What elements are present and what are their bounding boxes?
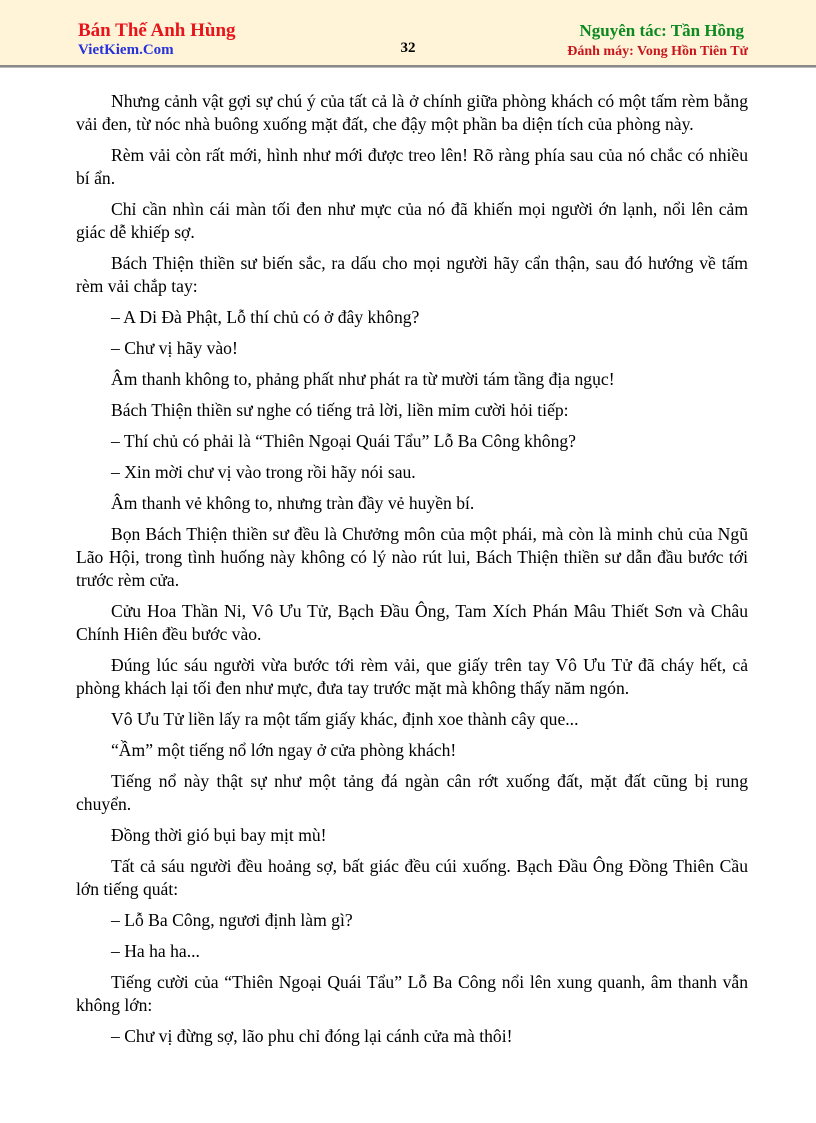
book-title: Bán Thế Anh Hùng bbox=[78, 20, 236, 41]
paragraph: Đúng lúc sáu người vừa bước tới rèm vải, que giấy trên tay Vô Ưu Tử đã cháy hết, cả phòng khách lại tối đen như mực, đưa tay trước mặt mà không thấy năm ngón. bbox=[76, 655, 748, 698]
author-credit: Nguyên tác: Tần Hồng bbox=[579, 21, 744, 40]
paragraph: – Xin mời chư vị vào trong rồi hãy nói sau. bbox=[111, 462, 416, 482]
paragraph: Vô Ưu Tử liền lấy ra một tấm giấy khác, định xoe thành cây que... bbox=[111, 709, 579, 729]
paragraph: Rèm vải còn rất mới, hình như mới được treo lên! Rõ ràng phía sau của nó chắc có nhiều bí ẩn. bbox=[76, 145, 748, 188]
paragraph: Bách Thiện thiền sư biến sắc, ra dấu cho mọi người hãy cẩn thận, sau đó hướng về tấm rèm vải chắp tay: bbox=[76, 253, 748, 296]
paragraph: – A Di Đà Phật, Lỗ thí chủ có ở đây không? bbox=[111, 307, 420, 327]
paragraph: Âm thanh không to, phảng phất như phát ra từ mười tám tầng địa ngục! bbox=[111, 369, 615, 389]
page-body bbox=[76, 90, 748, 1056]
paragraph: Cửu Hoa Thần Ni, Vô Ưu Tử, Bạch Đầu Ông, Tam Xích Phán Mâu Thiết Sơn và Châu Chính Hiên đều bước vào. bbox=[76, 601, 748, 644]
paragraph: Nhưng cảnh vật gợi sự chú ý của tất cả là ở chính giữa phòng khách có một tấm rèm bằng vải đen, từ nóc nhà buông xuống mặt đất, che đậy một phần ba diện tích của phòng này. bbox=[76, 91, 748, 134]
paragraph: Chỉ cần nhìn cái màn tối đen như mực của nó đã khiến mọi người ớn lạnh, nổi lên cảm giác dễ khiếp sợ. bbox=[76, 199, 748, 242]
site-link[interactable]: VietKiem.Com bbox=[78, 42, 174, 58]
paragraph: Tất cả sáu người đều hoảng sợ, bất giác đều cúi xuống. Bạch Đầu Ông Đồng Thiên Cầu lớn tiếng quát: bbox=[76, 856, 748, 899]
paragraph: Bách Thiện thiền sư nghe có tiếng trả lời, liền mỉm cười hỏi tiếp: bbox=[111, 400, 569, 420]
paragraph: Bọn Bách Thiện thiền sư đều là Chưởng môn của một phái, mà còn là minh chủ của Ngũ Lão Hội, trong tình huống này không có lý nào rút lui, Bách Thiện thiền sư dẫn đầu bước tới trước rèm cửa. bbox=[76, 524, 748, 590]
paragraph: Tiếng cười của “Thiên Ngoại Quái Tẩu” Lỗ Ba Công nổi lên xung quanh, âm thanh vẫn không lớn: bbox=[76, 972, 748, 1015]
paragraph: – Lỗ Ba Công, ngươi định làm gì? bbox=[111, 910, 353, 930]
paragraph: “Ầm” một tiếng nổ lớn ngay ở cửa phòng khách! bbox=[111, 740, 457, 760]
page-number: 32 bbox=[400, 40, 416, 56]
paragraph: Âm thanh vẻ không to, nhưng tràn đầy vẻ huyền bí. bbox=[111, 493, 475, 513]
paragraph: – Thí chủ có phải là “Thiên Ngoại Quái Tẩu” Lỗ Ba Công không? bbox=[111, 431, 576, 451]
typist-credit: Đánh máy: Vong Hồn Tiên Tử bbox=[567, 44, 748, 59]
page-header bbox=[0, 0, 816, 67]
paragraph: – Chư vị hãy vào! bbox=[111, 338, 238, 358]
paragraph: – Chư vị đừng sợ, lão phu chỉ đóng lại cánh cửa mà thôi! bbox=[111, 1026, 513, 1046]
paragraph: – Ha ha ha... bbox=[111, 941, 200, 961]
paragraph: Tiếng nổ này thật sự như một tảng đá ngàn cân rớt xuống đất, mặt đất cũng bị rung chuyển. bbox=[76, 771, 748, 814]
paragraph: Đồng thời gió bụi bay mịt mù! bbox=[111, 825, 327, 845]
